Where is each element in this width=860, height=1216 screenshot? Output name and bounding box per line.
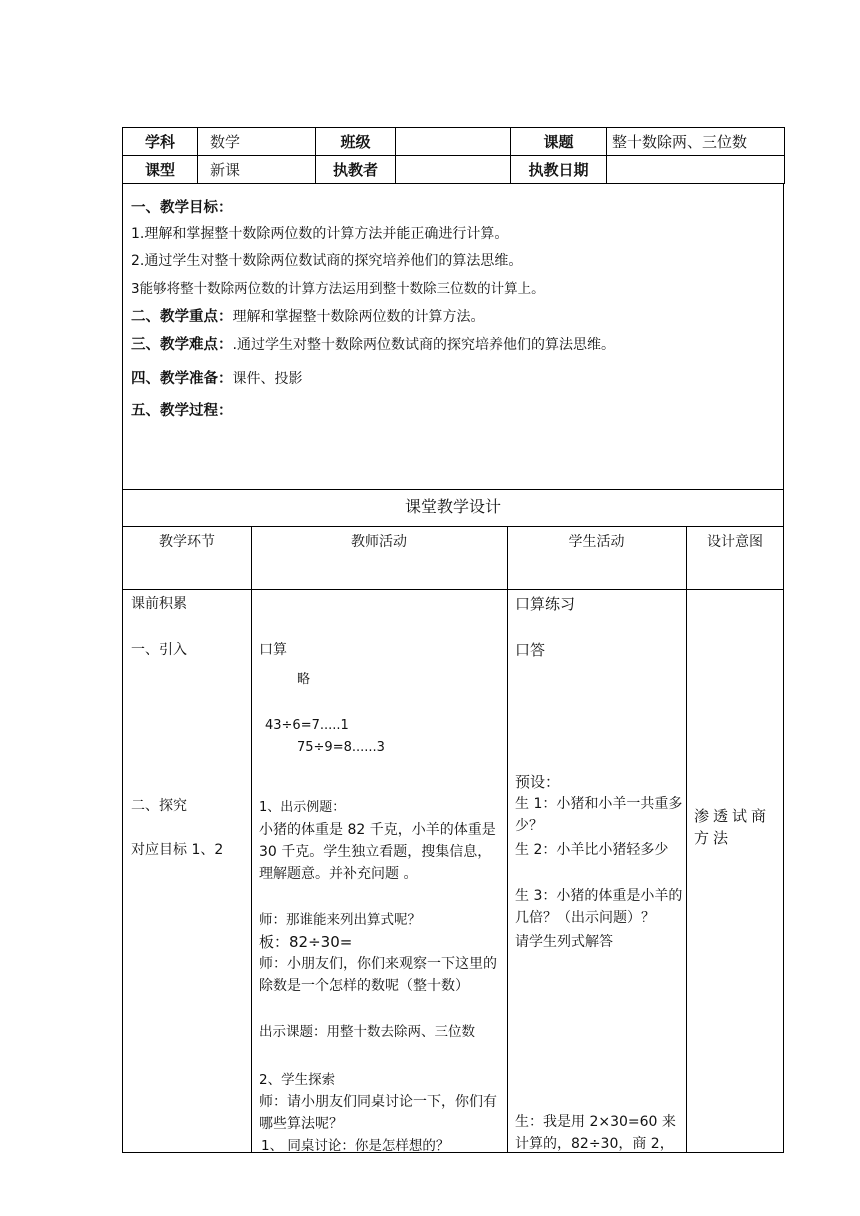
student-4: 生 1：小猪和小羊一共重多少？ [515, 796, 683, 834]
teacher-3: 43÷6=7.....1 [265, 718, 349, 733]
stage-1: 课前积累 [131, 596, 187, 612]
student-8: 生：我是用 2×30=60 来计算的，82÷30，商 2， [515, 1114, 676, 1152]
process-heading: 五、教学过程： [131, 403, 233, 419]
student-7: 请学生列式解答 [515, 934, 613, 950]
design-grid [122, 526, 784, 1153]
student-3: 预设： [515, 773, 561, 791]
teacher-13: 1、 同桌讨论：你是怎样想的？ [261, 1138, 450, 1154]
class-label: 班级 [316, 128, 396, 156]
objective-3: 3能够将整十数除两位数的计算方法运用到整十数除三位数的计算上。 [131, 281, 545, 297]
stage-2: 一、引入 [131, 642, 187, 658]
preparation: 四、教学准备：课件、投影 [131, 371, 303, 387]
teacher-1: 口算 [259, 642, 287, 658]
date-value [607, 156, 785, 184]
class-value [396, 128, 511, 156]
teacher-8: 板：82÷30= [259, 933, 353, 951]
type-label: 课型 [123, 156, 198, 184]
teacher-10: 出示课题：用整十数去除两、三位数 [259, 1024, 475, 1040]
student-1: 口算练习 [515, 595, 576, 613]
type-value: 新课 [198, 156, 316, 184]
teacher-2: 略 [297, 672, 311, 687]
subject-label: 学科 [123, 128, 198, 156]
objective-2: 2.通过学生对整十数除两位数试商的探究培养他们的算法思维。 [131, 253, 523, 269]
col-teacher: 教师活动 [351, 534, 407, 550]
teacher-6: 小猪的体重是 82 千克，小羊的体重是 30 千克。学生独立看题，搜集信息，理解题意。并补充问题 。 [259, 822, 496, 882]
difficulty-point: 三、教学难点：.通过学生对整十数除两位数试商的探究培养他们的算法思维。 [131, 337, 615, 353]
teacher-4: 75÷9=8......3 [297, 740, 385, 755]
stage-3: 二、探究 [131, 798, 187, 814]
col-student: 学生活动 [568, 534, 625, 550]
teacher-11: 2、学生探索 [259, 1072, 336, 1088]
objectives-section [122, 184, 784, 489]
col-intent: 设计意图 [707, 534, 763, 550]
teacher-value [396, 156, 511, 184]
teacher-5: 1、出示例题： [259, 800, 346, 815]
teacher-12: 师：请小朋友们同桌讨论一下，你们有哪些算法呢？ [259, 1094, 497, 1132]
col-stage: 教学环节 [159, 534, 215, 550]
intent-1: 渗透试商方法 [694, 807, 771, 847]
student-2: 口答 [515, 641, 546, 659]
teacher-7: 师：那谁能来列出算式呢？ [259, 912, 421, 928]
objectives-heading: 一、教学目标： [131, 200, 233, 216]
student-6: 生 3：小猪的体重是小羊的几倍？（出示问题）？ [515, 888, 683, 926]
lesson-plan-sheet [122, 127, 784, 1153]
date-label: 执教日期 [511, 156, 607, 184]
teacher-label: 执教者 [316, 156, 396, 184]
topic-value: 整十数除两、三位数 [607, 128, 785, 156]
teacher-9: 师：小朋友们，你们来观察一下这里的除数是一个怎样的数呢（整十数） [259, 956, 497, 994]
design-title: 课堂教学设计 [122, 489, 784, 526]
stage-4: 对应目标 1、2 [131, 842, 224, 858]
objective-1: 1.理解和掌握整十数除两位数的计算方法并能正确进行计算。 [131, 226, 509, 242]
topic-label: 课题 [511, 128, 607, 156]
student-5: 生 2：小羊比小猪轻多少 [515, 842, 669, 858]
key-point: 二、教学重点：理解和掌握整十数除两位数的计算方法。 [131, 309, 485, 325]
header-table [122, 127, 785, 184]
subject-value: 数学 [198, 128, 316, 156]
